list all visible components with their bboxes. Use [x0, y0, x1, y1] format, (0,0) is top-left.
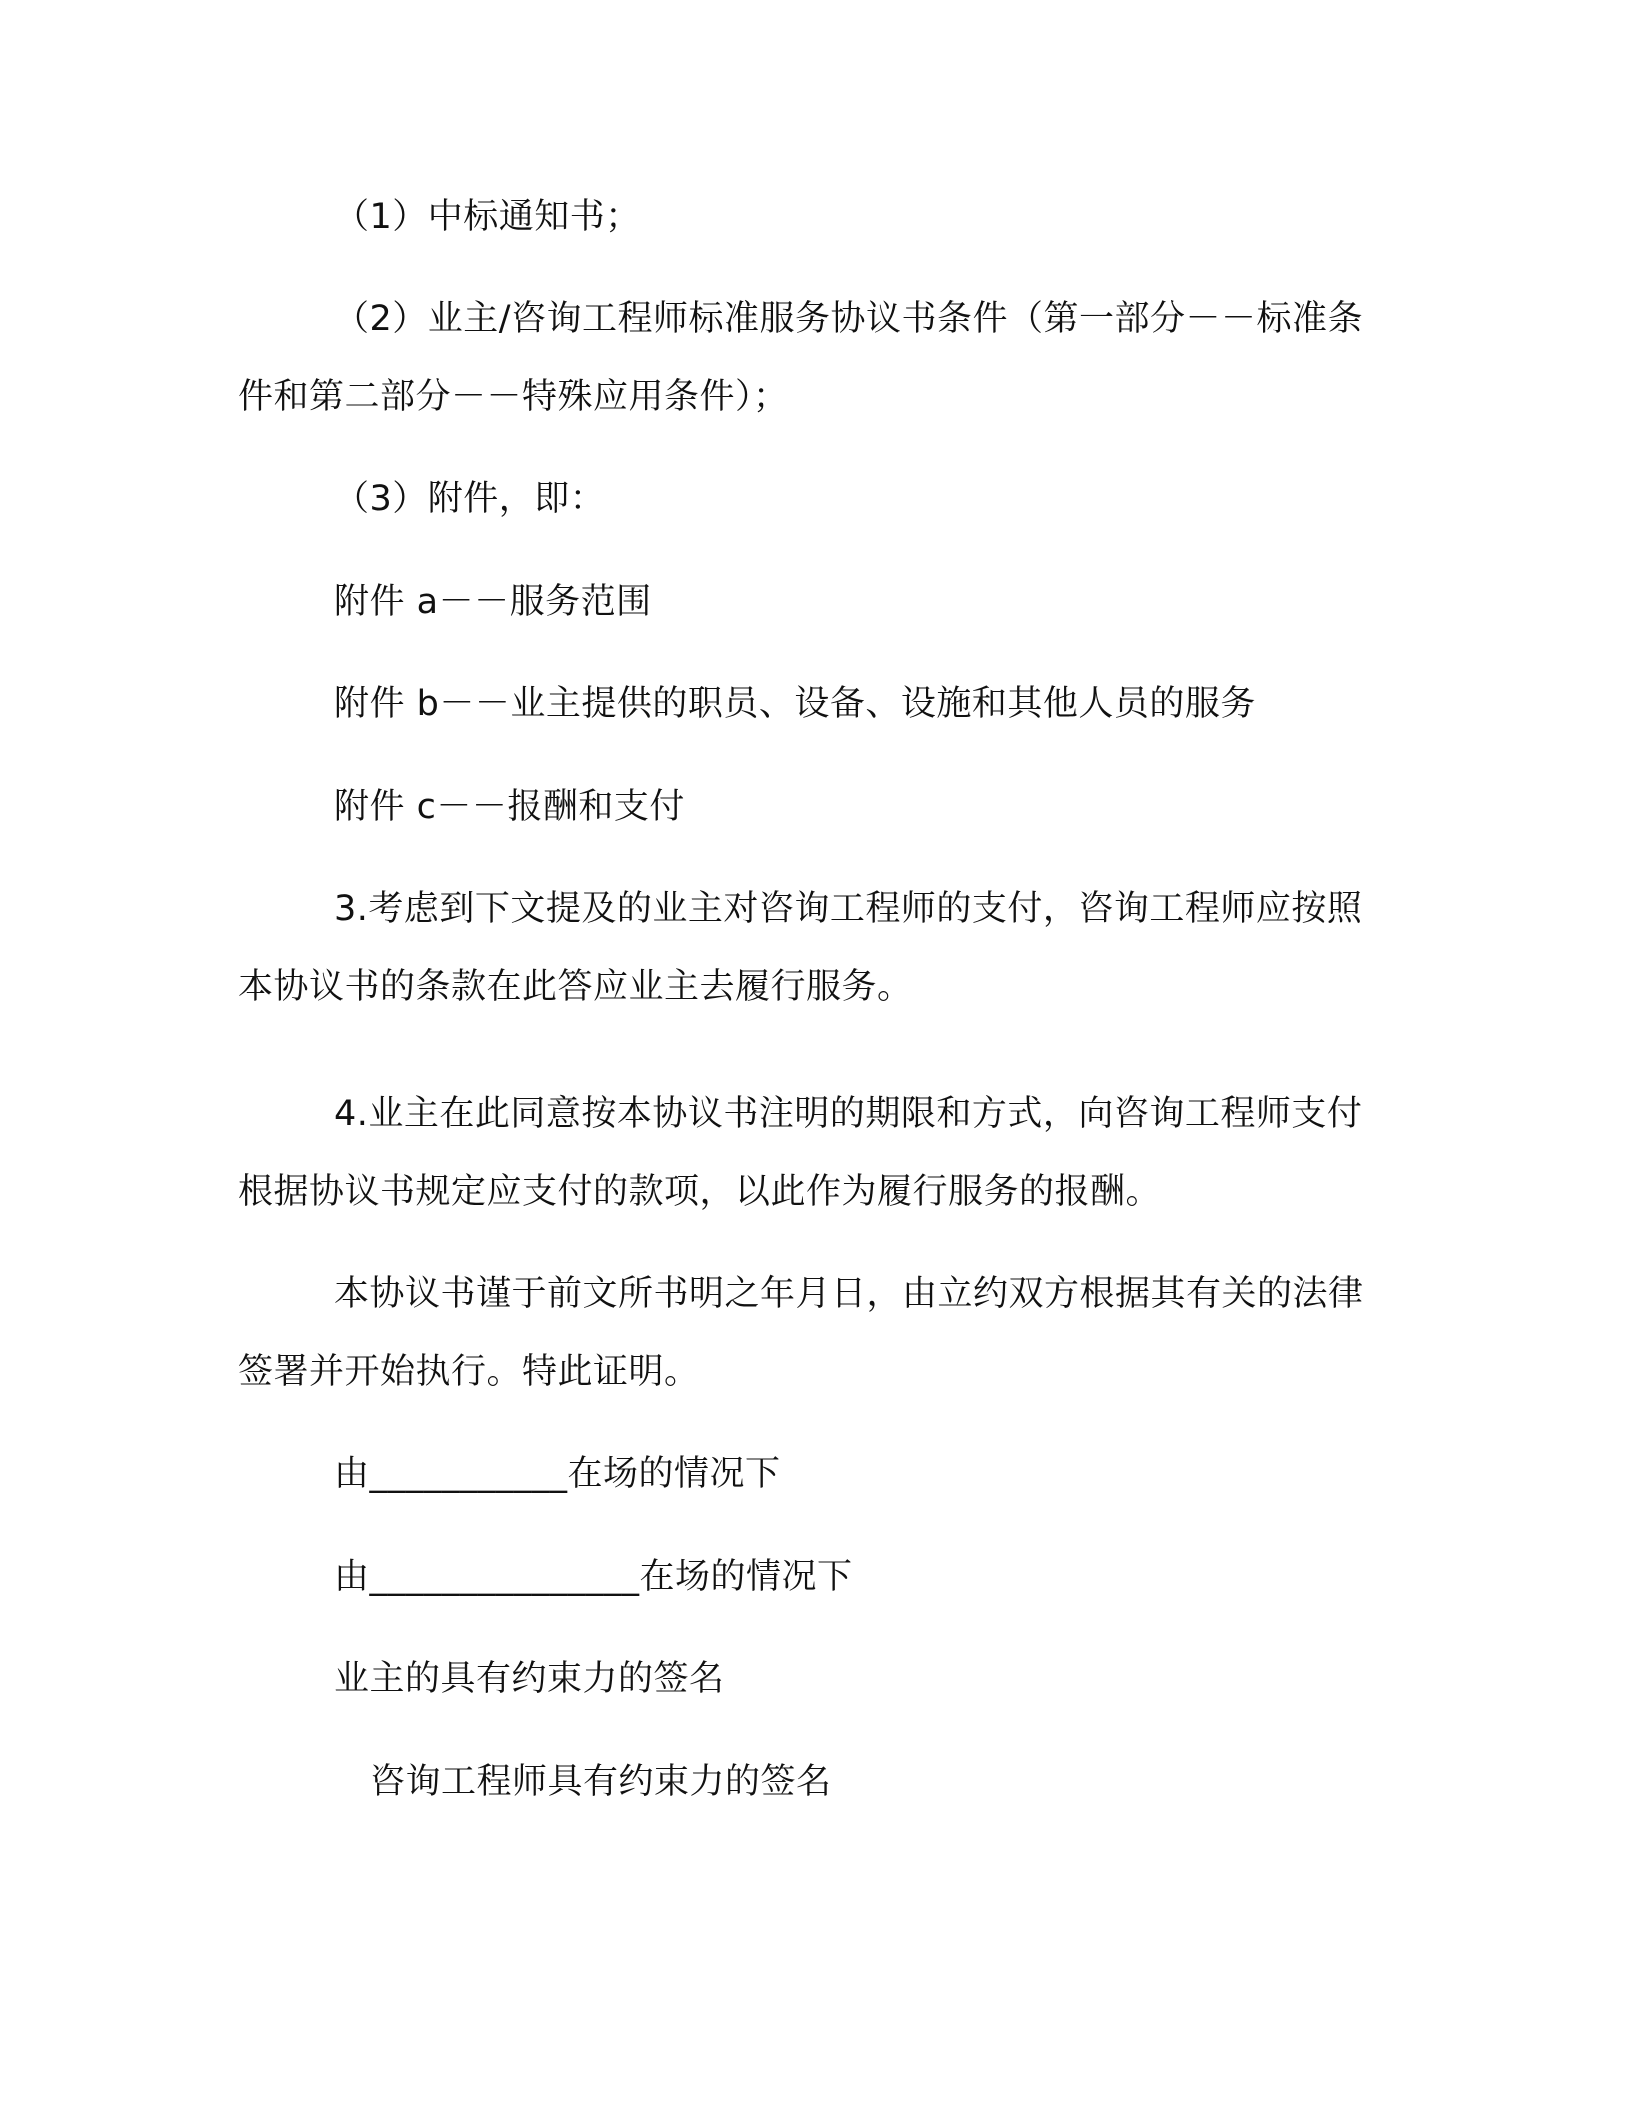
paragraph-item-3-attachments: （3）附件，即： — [334, 479, 606, 519]
paragraph-clause-4: 4.业主在此同意按本协议书注明的期限和方式，向咨询工程师支付根据协议书规定应支付的款项，以此作为履行服务的报酬。 — [238, 1094, 1363, 1212]
paragraph-attachment-a: 附件 a－－服务范围 — [334, 582, 652, 622]
paragraph-witness-line-2: 由_______________在场的情况下 — [334, 1557, 853, 1597]
paragraph-witness-statement: 本协议书谨于前文所书明之年月日，由立约双方根据其有关的法律签署并开始执行。特此证明。 — [238, 1274, 1364, 1392]
paragraph-clause-3: 3.考虑到下文提及的业主对咨询工程师的支付，咨询工程师应按照本协议书的条款在此答应业主去履行服务。 — [238, 889, 1363, 1007]
paragraph-witness-line-1: 由___________在场的情况下 — [334, 1454, 781, 1494]
paragraph-engineer-signature: 咨询工程师具有约束力的签名 — [370, 1762, 832, 1802]
paragraph-item-2-service-conditions: （2）业主/咨询工程师标准服务协议书条件（第一部分－－标准条件和第二部分－－特殊应用条件）； — [238, 299, 1364, 417]
paragraph-attachment-c: 附件 c－－报酬和支付 — [334, 787, 685, 827]
paragraph-item-1-award-notice: （1）中标通知书； — [334, 197, 641, 237]
paragraph-owner-signature: 业主的具有约束力的签名 — [334, 1659, 725, 1699]
paragraph-attachment-b: 附件 b－－业主提供的职员、设备、设施和其他人员的服务 — [334, 684, 1256, 724]
